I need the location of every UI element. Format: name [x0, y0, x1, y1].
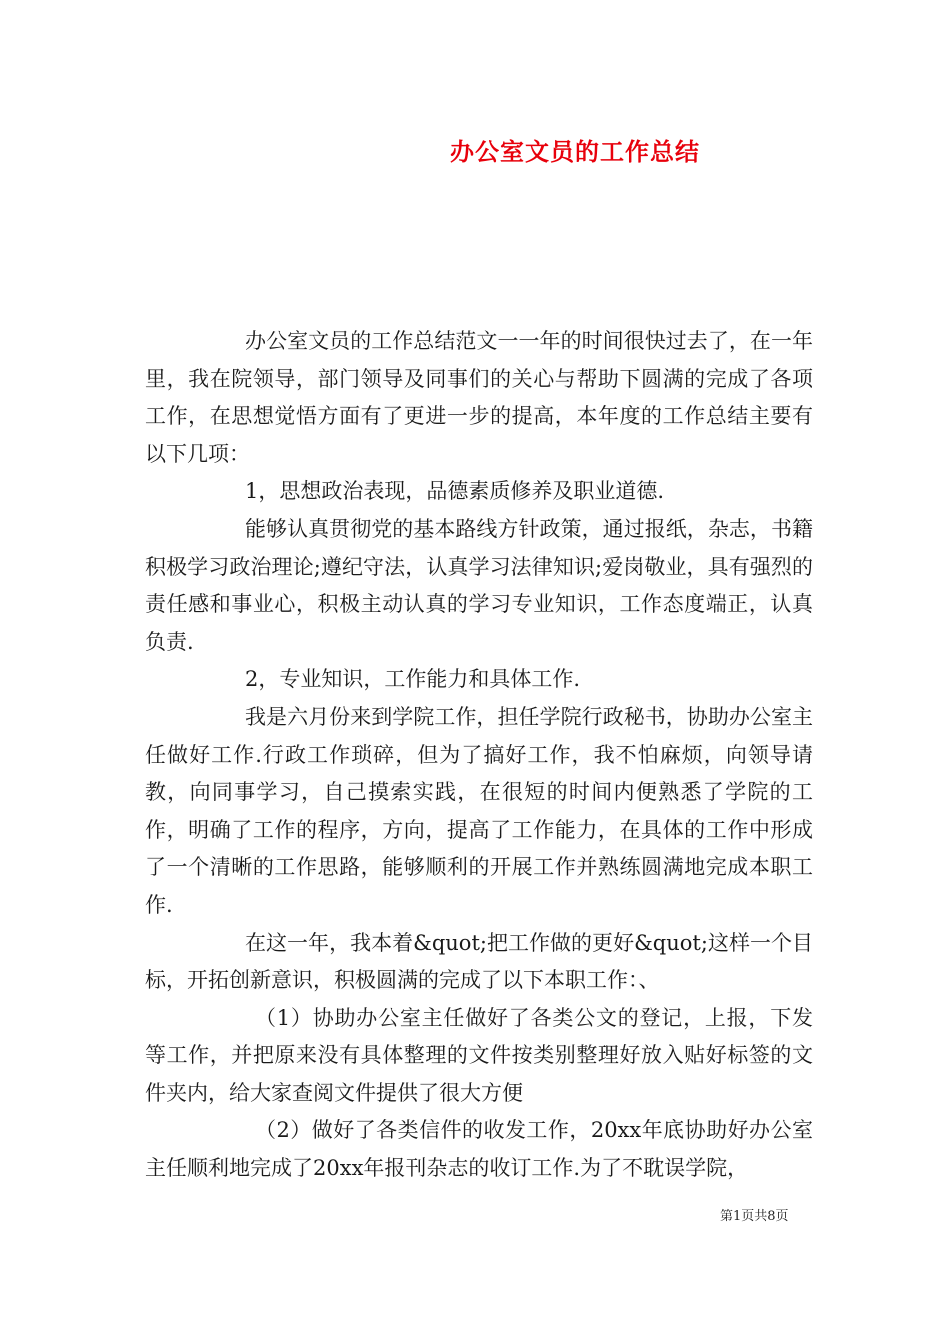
- paragraph-political: 能够认真贯彻党的基本路线方针政策，通过报纸，杂志，书籍积极学习政治理论;遵纪守法，认真学习法律知识;爱岗敬业，具有强烈的责任感和事业心，积极主动认真的学习专业知识，工作态度端正，认真负责.: [145, 516, 813, 654]
- document-body: [145, 323, 813, 1188]
- paragraph-goal: 在这一年，我本着&quot;把工作做的更好&quot;这样一个目标，开拓创新意识，积极圆满的完成了以下本职工作：、: [145, 930, 813, 993]
- document-title: 办公室文员的工作总结: [450, 137, 700, 166]
- paragraph-item-2: （2）做好了各类信件的收发工作，20xx年底协助好办公室主任顺利地完成了20xx年报刊杂志的收订工作.为了不耽误学院，: [145, 1118, 813, 1181]
- paragraph-heading-1: 1，思想政治表现，品德素质修养及职业道德.: [245, 479, 665, 504]
- paragraph-heading-2: 2，专业知识，工作能力和具体工作.: [245, 667, 581, 692]
- paragraph-item-1: （1）协助办公室主任做好了各类公文的登记，上报，下发等工作，并把原来没有具体整理的文件按类别整理好放入贴好标签的文件夹内，给大家查阅文件提供了很大方便: [145, 1005, 813, 1105]
- paragraph-work: 我是六月份来到学院工作，担任学院行政秘书，协助办公室主任做好工作.行政工作琐碎，但为了搞好工作，我不怕麻烦，向领导请教，向同事学习，自己摸索实践，在很短的时间内便熟悉了学院的工作，明确了工作的程序，方向，提高了工作能力，在具体的工作中形成了一个清晰的工作思路，能够顺利的开展工作并熟练圆满地完成本职工作.: [145, 704, 813, 917]
- page-number: 第1页共8页: [720, 1209, 789, 1224]
- paragraph-intro: 办公室文员的工作总结范文一一年的时间很快过去了，在一年里，我在院领导，部门领导及同事们的关心与帮助下圆满的完成了各项工作，在思想觉悟方面有了更进一步的提高，本年度的工作总结主要有以下几项：: [145, 329, 813, 466]
